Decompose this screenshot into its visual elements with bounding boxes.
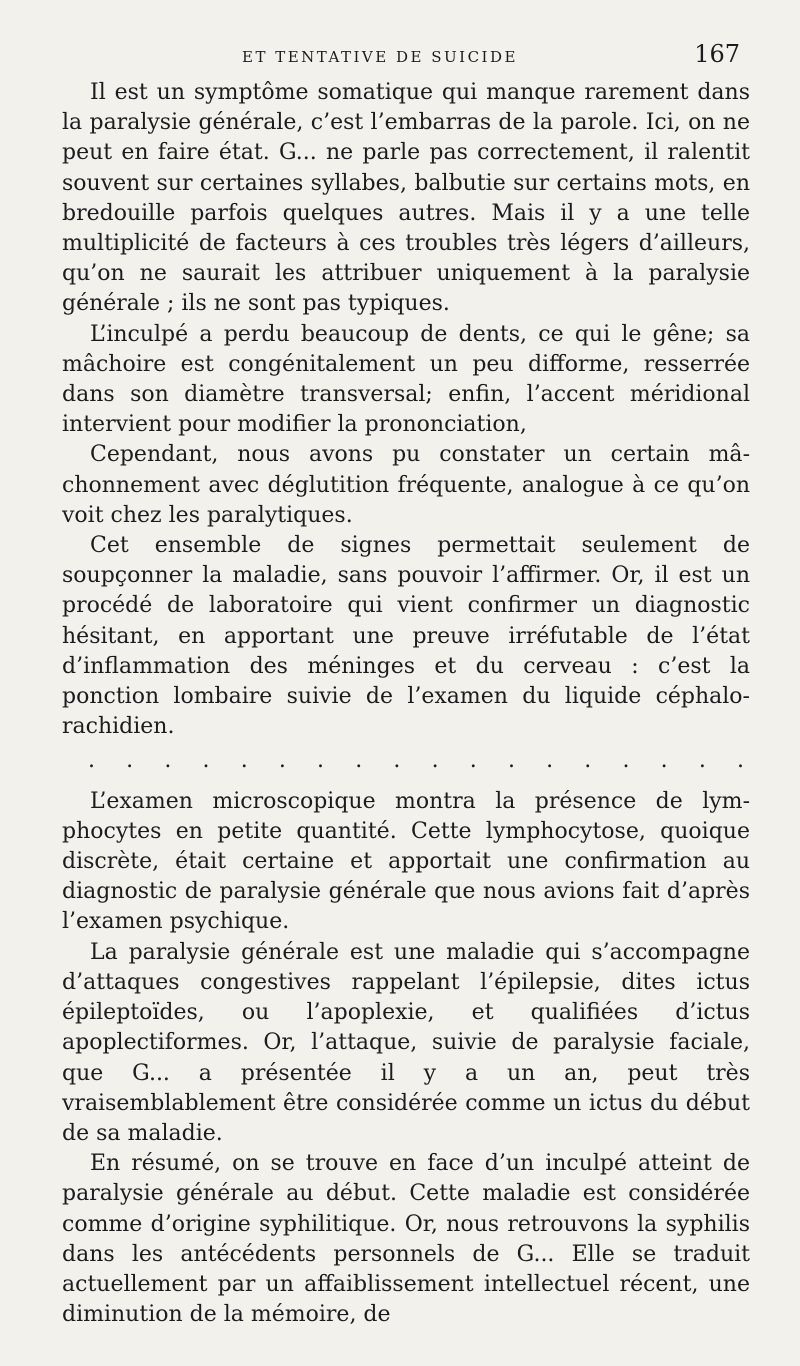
body-text: [62, 78, 750, 1330]
paragraph-speech-symptom: Il est un symptôme somatique qui manque rarement dans la paralysie générale, c’est l’embarras de la parole. Ici, on ne peut en faire état. G... ne parle pas correctement, il ralentit souvent sur certaines syllabes, balbutie sur certains mots, en bredouille parfois quelques autres. Mais il y a une telle multiplicité de facteurs à ces troubles très légers d’ailleurs, qu’on ne saurait les attribuer uniquement à la paralysie générale ; ils ne sont pas typiques.: [62, 80, 750, 317]
page-number: 167: [694, 40, 740, 68]
paragraph-summary: En résumé, on se trouve en face d’un inculpé atteint de paralysie générale au début. Cette maladie est considérée comme d’origine syphilitique. Or, nous retrouvons la syphilis dans les antécédents personnels de G... Elle se traduit actuellement par un affaiblissement intellectuel récent, une diminution de la mémoire, de: [62, 1151, 750, 1328]
paragraph-congestive-attacks: La paralysie générale est une maladie qui s’accompagne d’attaques congestives rappelant l’épilepsie, dites ictus épileptoïdes, ou l’apoplexie, et qualifiées d’ictus apoplectiformes. Or, l’attaque, suivie de paralysie faciale, que G... a présentée il y a un an, peut très vraisemblablement être considérée comme un ictus du début de sa maladie.: [62, 939, 750, 1146]
page-header: [62, 38, 750, 78]
paragraph-teeth-jaw: L’inculpé a perdu beaucoup de dents, ce qui le gêne; sa mâchoire est congénitalement un peu difforme, resserrée dans son diamètre transversal; enfin, l’accent méridional intervient pour modifier la prononciation,: [62, 321, 750, 438]
paragraph-microscopic-exam: L’examen microscopique montra la présence de lymphocytes en petite quantité. Cette lymphocytose, quoique discrète, était certaine et apportait une confirmation au diagnostic de paralysie générale que nous avions fait d’après l’examen psychique.: [62, 788, 750, 935]
paragraph-lumbar-puncture: Cet ensemble de signes permettait seulement de soupçonner la maladie, sans pouvoir l’affirmer. Or, il est un procédé de laboratoire qui vient confirmer un diagnostic hésitant, en apportant une preuve irréfutable de l’état d’inflammation des méninges et du cerveau : c’est la ponction lombaire suivie de l’examen du liquide céphalo-rachidien.: [62, 533, 750, 740]
paragraph-chewing: Cependant, nous avons pu constater un certain mâchonnement avec déglutition fréquente, analogue à ce qu’on voit chez les paralytiques.: [62, 442, 750, 528]
ellipsis-separator: . . . . . . . . . . . . . . . . . .: [88, 748, 744, 774]
running-title: ET TENTATIVE DE SUICIDE: [242, 48, 518, 66]
